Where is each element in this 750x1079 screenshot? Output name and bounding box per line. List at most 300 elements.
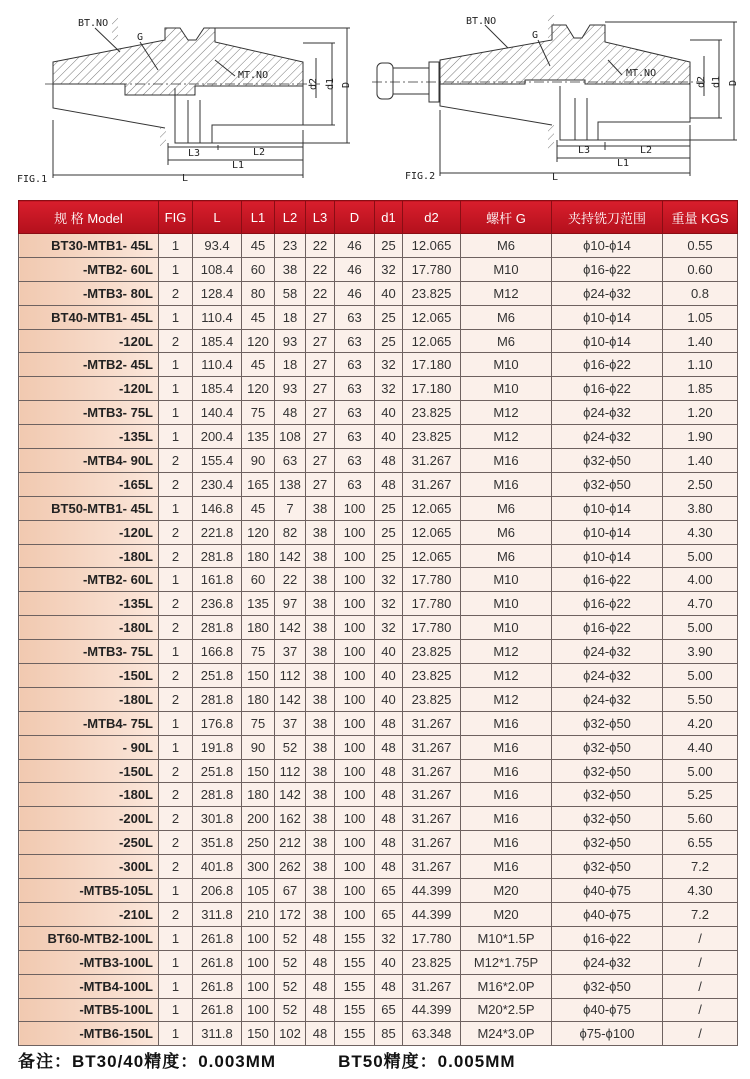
cell-L: 281.8 xyxy=(193,544,242,568)
cell-D: 100 xyxy=(335,568,375,592)
cell-d1: 25 xyxy=(375,329,403,353)
cell-model: -MTB2- 60L xyxy=(19,568,159,592)
cell-clamp-range: ϕ24-ϕ32 xyxy=(552,640,663,664)
cell-model: BT40-MTB1- 45L xyxy=(19,305,159,329)
cell-L3: 22 xyxy=(306,234,335,258)
cell-d2: 12.065 xyxy=(403,496,461,520)
fig1-g-label: G xyxy=(137,32,144,43)
cell-L: 206.8 xyxy=(193,879,242,903)
cell-d2: 17.780 xyxy=(403,257,461,281)
table-row xyxy=(19,257,738,281)
cell-clamp-range: ϕ40-ϕ75 xyxy=(552,902,663,926)
cell-d1: 65 xyxy=(375,902,403,926)
cell-clamp-range: ϕ75-ϕ100 xyxy=(552,1022,663,1046)
cell-clamp-range: ϕ24-ϕ32 xyxy=(552,664,663,688)
cell-screw-g: M12 xyxy=(461,664,552,688)
cell-d1: 65 xyxy=(375,998,403,1022)
fig1-caption: FIG.1 xyxy=(17,174,48,185)
cell-L3: 38 xyxy=(306,664,335,688)
cell-L1: 90 xyxy=(242,449,275,473)
cell-model: -MTB3- 75L xyxy=(19,401,159,425)
cell-L3: 48 xyxy=(306,926,335,950)
cell-L3: 38 xyxy=(306,759,335,783)
cell-model: -MTB5-100L xyxy=(19,998,159,1022)
table-row xyxy=(19,759,738,783)
cell-L1: 180 xyxy=(242,616,275,640)
cell-fig: 2 xyxy=(159,520,193,544)
cell-L1: 300 xyxy=(242,855,275,879)
fig1-bt-no-label: BT.NO xyxy=(78,18,109,29)
cell-clamp-range: ϕ32-ϕ50 xyxy=(552,974,663,998)
cell-screw-g: M10 xyxy=(461,257,552,281)
cell-screw-g: M12 xyxy=(461,281,552,305)
cell-L1: 105 xyxy=(242,879,275,903)
cell-L1: 150 xyxy=(242,759,275,783)
cell-clamp-range: ϕ16-ϕ22 xyxy=(552,377,663,401)
table-row xyxy=(19,520,738,544)
spec-table xyxy=(18,200,738,1046)
cell-L3: 48 xyxy=(306,950,335,974)
cell-weight: 4.70 xyxy=(663,592,738,616)
cell-screw-g: M16 xyxy=(461,449,552,473)
cell-L3: 38 xyxy=(306,520,335,544)
table-row xyxy=(19,831,738,855)
cell-L1: 150 xyxy=(242,1022,275,1046)
cell-d1: 32 xyxy=(375,353,403,377)
cell-L1: 45 xyxy=(242,305,275,329)
cell-D: 155 xyxy=(335,950,375,974)
table-row xyxy=(19,855,738,879)
cell-d1: 32 xyxy=(375,616,403,640)
cell-L: 351.8 xyxy=(193,831,242,855)
cell-fig: 1 xyxy=(159,305,193,329)
cell-L1: 165 xyxy=(242,472,275,496)
cell-weight: 4.40 xyxy=(663,735,738,759)
cell-model: -MTB2- 45L xyxy=(19,353,159,377)
cell-L: 236.8 xyxy=(193,592,242,616)
cell-weight: 5.00 xyxy=(663,759,738,783)
cell-L: 311.8 xyxy=(193,1022,242,1046)
cell-d2: 44.399 xyxy=(403,879,461,903)
table-row xyxy=(19,807,738,831)
cell-L: 261.8 xyxy=(193,926,242,950)
cell-screw-g: M16*2.0P xyxy=(461,974,552,998)
cell-L2: 23 xyxy=(275,234,306,258)
cell-D: 100 xyxy=(335,879,375,903)
fig2-caption: FIG.2 xyxy=(405,171,436,182)
cell-L2: 93 xyxy=(275,329,306,353)
cell-model: BT60-MTB2-100L xyxy=(19,926,159,950)
cell-model: -120L xyxy=(19,377,159,401)
cell-d2: 17.780 xyxy=(403,592,461,616)
cell-weight: 1.40 xyxy=(663,329,738,353)
cell-clamp-range: ϕ24-ϕ32 xyxy=(552,950,663,974)
table-row xyxy=(19,711,738,735)
cell-d2: 23.825 xyxy=(403,425,461,449)
cell-fig: 2 xyxy=(159,855,193,879)
cell-d2: 12.065 xyxy=(403,329,461,353)
cell-weight: 5.00 xyxy=(663,616,738,640)
cell-D: 100 xyxy=(335,496,375,520)
cell-d2: 23.825 xyxy=(403,281,461,305)
cell-fig: 2 xyxy=(159,687,193,711)
table-row xyxy=(19,974,738,998)
cell-L1: 150 xyxy=(242,664,275,688)
cell-L2: 22 xyxy=(275,568,306,592)
cell-L2: 37 xyxy=(275,711,306,735)
cell-model: -180L xyxy=(19,616,159,640)
cell-d1: 40 xyxy=(375,687,403,711)
cell-L3: 38 xyxy=(306,735,335,759)
cell-screw-g: M16 xyxy=(461,759,552,783)
cell-D: 100 xyxy=(335,664,375,688)
cell-D: 63 xyxy=(335,472,375,496)
precision-note xyxy=(18,1047,578,1072)
cell-screw-g: M16 xyxy=(461,711,552,735)
cell-d2: 44.399 xyxy=(403,998,461,1022)
cell-clamp-range: ϕ32-ϕ50 xyxy=(552,711,663,735)
cell-D: 46 xyxy=(335,257,375,281)
cell-L1: 100 xyxy=(242,998,275,1022)
table-row xyxy=(19,902,738,926)
cell-L2: 142 xyxy=(275,687,306,711)
cell-clamp-range: ϕ16-ϕ22 xyxy=(552,616,663,640)
cell-screw-g: M10 xyxy=(461,377,552,401)
cell-L: 261.8 xyxy=(193,998,242,1022)
cell-clamp-range: ϕ32-ϕ50 xyxy=(552,449,663,473)
cell-L3: 27 xyxy=(306,472,335,496)
cell-fig: 2 xyxy=(159,902,193,926)
cell-fig: 1 xyxy=(159,496,193,520)
table-row xyxy=(19,472,738,496)
table-row xyxy=(19,281,738,305)
cell-d1: 40 xyxy=(375,664,403,688)
cell-d2: 12.065 xyxy=(403,520,461,544)
cell-L2: 112 xyxy=(275,759,306,783)
cell-L: 146.8 xyxy=(193,496,242,520)
table-row xyxy=(19,425,738,449)
cell-L2: 37 xyxy=(275,640,306,664)
cell-weight: 7.2 xyxy=(663,902,738,926)
cell-model: BT50-MTB1- 45L xyxy=(19,496,159,520)
cell-d1: 32 xyxy=(375,568,403,592)
cell-L1: 80 xyxy=(242,281,275,305)
cell-fig: 1 xyxy=(159,950,193,974)
cell-model: -MTB3- 80L xyxy=(19,281,159,305)
technical-drawings xyxy=(0,0,750,195)
cell-L2: 18 xyxy=(275,305,306,329)
fig1-L-label: L xyxy=(182,173,189,184)
cell-L3: 48 xyxy=(306,1022,335,1046)
cell-L: 161.8 xyxy=(193,568,242,592)
cell-L3: 38 xyxy=(306,711,335,735)
cell-D: 63 xyxy=(335,329,375,353)
cell-d2: 23.825 xyxy=(403,664,461,688)
cell-L: 251.8 xyxy=(193,664,242,688)
cell-screw-g: M20*2.5P xyxy=(461,998,552,1022)
cell-clamp-range: ϕ24-ϕ32 xyxy=(552,425,663,449)
cell-L1: 200 xyxy=(242,807,275,831)
cell-L: 281.8 xyxy=(193,616,242,640)
table-row xyxy=(19,926,738,950)
table-row xyxy=(19,950,738,974)
cell-model: -135L xyxy=(19,592,159,616)
cell-clamp-range: ϕ10-ϕ14 xyxy=(552,520,663,544)
fig2-L-label: L xyxy=(552,172,559,183)
cell-L1: 45 xyxy=(242,234,275,258)
cell-D: 100 xyxy=(335,711,375,735)
cell-d1: 48 xyxy=(375,759,403,783)
cell-L1: 100 xyxy=(242,926,275,950)
cell-model: -210L xyxy=(19,902,159,926)
fig2-g-label: G xyxy=(532,30,539,41)
cell-model: -MTB4-100L xyxy=(19,974,159,998)
cell-D: 46 xyxy=(335,234,375,258)
cell-D: 63 xyxy=(335,449,375,473)
cell-D: 100 xyxy=(335,807,375,831)
cell-L2: 262 xyxy=(275,855,306,879)
cell-D: 100 xyxy=(335,640,375,664)
cell-D: 100 xyxy=(335,855,375,879)
cell-weight: 1.85 xyxy=(663,377,738,401)
cell-screw-g: M16 xyxy=(461,831,552,855)
cell-L3: 38 xyxy=(306,616,335,640)
cell-weight: 4.20 xyxy=(663,711,738,735)
table-row xyxy=(19,401,738,425)
cell-L1: 75 xyxy=(242,711,275,735)
table-row xyxy=(19,592,738,616)
cell-d2: 17.180 xyxy=(403,353,461,377)
cell-weight: 0.60 xyxy=(663,257,738,281)
cell-L1: 100 xyxy=(242,974,275,998)
cell-L: 301.8 xyxy=(193,807,242,831)
cell-D: 100 xyxy=(335,592,375,616)
cell-fig: 2 xyxy=(159,831,193,855)
table-row xyxy=(19,544,738,568)
cell-d2: 31.267 xyxy=(403,449,461,473)
cell-D: 155 xyxy=(335,974,375,998)
cell-L1: 100 xyxy=(242,950,275,974)
cell-D: 63 xyxy=(335,401,375,425)
cell-screw-g: M10*1.5P xyxy=(461,926,552,950)
cell-weight: 0.55 xyxy=(663,234,738,258)
cell-clamp-range: ϕ16-ϕ22 xyxy=(552,257,663,281)
cell-fig: 1 xyxy=(159,879,193,903)
cell-clamp-range: ϕ32-ϕ50 xyxy=(552,735,663,759)
cell-clamp-range: ϕ10-ϕ14 xyxy=(552,329,663,353)
cell-L3: 38 xyxy=(306,544,335,568)
cell-weight: 4.30 xyxy=(663,879,738,903)
cell-L1: 75 xyxy=(242,401,275,425)
cell-weight: 3.80 xyxy=(663,496,738,520)
cell-screw-g: M24*3.0P xyxy=(461,1022,552,1046)
cell-L: 110.4 xyxy=(193,305,242,329)
cell-D: 100 xyxy=(335,759,375,783)
cell-model: -300L xyxy=(19,855,159,879)
cell-fig: 2 xyxy=(159,759,193,783)
cell-fig: 2 xyxy=(159,592,193,616)
cell-L: 281.8 xyxy=(193,783,242,807)
cell-weight: / xyxy=(663,974,738,998)
cell-L2: 52 xyxy=(275,998,306,1022)
cell-L: 251.8 xyxy=(193,759,242,783)
cell-L: 191.8 xyxy=(193,735,242,759)
cell-clamp-range: ϕ32-ϕ50 xyxy=(552,759,663,783)
table-row xyxy=(19,735,738,759)
cell-model: -MTB4- 75L xyxy=(19,711,159,735)
cell-L2: 212 xyxy=(275,831,306,855)
cell-weight: 1.20 xyxy=(663,401,738,425)
cell-model: -165L xyxy=(19,472,159,496)
cell-weight: / xyxy=(663,950,738,974)
cell-L: 185.4 xyxy=(193,329,242,353)
table-row xyxy=(19,664,738,688)
cell-screw-g: M20 xyxy=(461,902,552,926)
cell-d1: 40 xyxy=(375,950,403,974)
cell-L2: 112 xyxy=(275,664,306,688)
cell-D: 100 xyxy=(335,831,375,855)
cell-screw-g: M16 xyxy=(461,735,552,759)
cell-d1: 40 xyxy=(375,281,403,305)
fig2-L3-label: L3 xyxy=(578,145,591,156)
cell-screw-g: M10 xyxy=(461,353,552,377)
table-row xyxy=(19,783,738,807)
cell-fig: 2 xyxy=(159,281,193,305)
cell-L: 281.8 xyxy=(193,687,242,711)
cell-L: 261.8 xyxy=(193,950,242,974)
cell-screw-g: M6 xyxy=(461,329,552,353)
cell-model: -MTB6-150L xyxy=(19,1022,159,1046)
table-row xyxy=(19,879,738,903)
note-bt50: BT50精度：0.005MM xyxy=(338,1052,516,1071)
cell-weight: 4.30 xyxy=(663,520,738,544)
cell-L3: 22 xyxy=(306,257,335,281)
cell-d2: 31.267 xyxy=(403,783,461,807)
cell-weight: 1.40 xyxy=(663,449,738,473)
cell-weight: 5.25 xyxy=(663,783,738,807)
table-body xyxy=(19,234,738,1046)
cell-fig: 1 xyxy=(159,926,193,950)
cell-L3: 27 xyxy=(306,353,335,377)
cell-L3: 27 xyxy=(306,377,335,401)
cell-D: 63 xyxy=(335,305,375,329)
cell-L1: 135 xyxy=(242,425,275,449)
cell-clamp-range: ϕ40-ϕ75 xyxy=(552,879,663,903)
cell-L: 108.4 xyxy=(193,257,242,281)
cell-model: -150L xyxy=(19,664,159,688)
header-d1: d1 xyxy=(375,201,403,234)
cell-d2: 31.267 xyxy=(403,735,461,759)
cell-model: -180L xyxy=(19,783,159,807)
cell-L3: 22 xyxy=(306,281,335,305)
cell-L1: 180 xyxy=(242,687,275,711)
cell-model: - 90L xyxy=(19,735,159,759)
cell-clamp-range: ϕ32-ϕ50 xyxy=(552,807,663,831)
cell-clamp-range: ϕ10-ϕ14 xyxy=(552,305,663,329)
cell-L1: 180 xyxy=(242,544,275,568)
cell-L3: 38 xyxy=(306,568,335,592)
table-row xyxy=(19,329,738,353)
note-bt30-40: 备注：BT30/40精度：0.003MM xyxy=(18,1052,277,1071)
cell-L1: 250 xyxy=(242,831,275,855)
cell-d1: 32 xyxy=(375,592,403,616)
cell-screw-g: M16 xyxy=(461,472,552,496)
cell-d1: 48 xyxy=(375,807,403,831)
cell-L2: 52 xyxy=(275,735,306,759)
cell-model: -MTB5-105L xyxy=(19,879,159,903)
cell-L: 155.4 xyxy=(193,449,242,473)
cell-clamp-range: ϕ10-ϕ14 xyxy=(552,544,663,568)
cell-d1: 48 xyxy=(375,783,403,807)
cell-clamp-range: ϕ24-ϕ32 xyxy=(552,401,663,425)
cell-fig: 1 xyxy=(159,401,193,425)
table-row xyxy=(19,687,738,711)
header-D: D xyxy=(335,201,375,234)
cell-screw-g: M6 xyxy=(461,544,552,568)
cell-model: -120L xyxy=(19,329,159,353)
cell-L: 401.8 xyxy=(193,855,242,879)
cell-model: -250L xyxy=(19,831,159,855)
table-row xyxy=(19,1022,738,1046)
header-L1: L1 xyxy=(242,201,275,234)
cell-L3: 48 xyxy=(306,998,335,1022)
cell-fig: 1 xyxy=(159,257,193,281)
cell-weight: 2.50 xyxy=(663,472,738,496)
cell-screw-g: M10 xyxy=(461,592,552,616)
cell-weight: 0.8 xyxy=(663,281,738,305)
fig2-bt-no-label: BT.NO xyxy=(466,16,497,27)
cell-screw-g: M12 xyxy=(461,425,552,449)
cell-fig: 2 xyxy=(159,472,193,496)
fig1-d1-label: d1 xyxy=(325,77,336,90)
cell-D: 100 xyxy=(335,544,375,568)
cell-d2: 31.267 xyxy=(403,831,461,855)
cell-clamp-range: ϕ10-ϕ14 xyxy=(552,496,663,520)
header-screw-g: 螺杆 G xyxy=(461,201,552,234)
cell-L1: 45 xyxy=(242,496,275,520)
cell-L1: 180 xyxy=(242,783,275,807)
header-L: L xyxy=(193,201,242,234)
cell-L3: 38 xyxy=(306,783,335,807)
cell-L2: 38 xyxy=(275,257,306,281)
fig1-d2-label: d2 xyxy=(308,77,319,90)
cell-model: -135L xyxy=(19,425,159,449)
cell-L3: 27 xyxy=(306,449,335,473)
cell-d2: 12.065 xyxy=(403,544,461,568)
cell-screw-g: M6 xyxy=(461,520,552,544)
cell-L1: 90 xyxy=(242,735,275,759)
cell-weight: 3.90 xyxy=(663,640,738,664)
cell-d1: 65 xyxy=(375,879,403,903)
cell-screw-g: M10 xyxy=(461,616,552,640)
fig1-D-label: D xyxy=(341,81,352,88)
cell-model: -MTB3- 75L xyxy=(19,640,159,664)
header-model: 规 格 Model xyxy=(19,201,159,234)
cell-d2: 44.399 xyxy=(403,902,461,926)
cell-fig: 1 xyxy=(159,640,193,664)
header-d2: d2 xyxy=(403,201,461,234)
cell-L1: 120 xyxy=(242,329,275,353)
cell-screw-g: M12*1.75P xyxy=(461,950,552,974)
cell-d1: 48 xyxy=(375,711,403,735)
cell-d2: 17.780 xyxy=(403,926,461,950)
cell-L2: 82 xyxy=(275,520,306,544)
cell-weight: 6.55 xyxy=(663,831,738,855)
cell-L3: 38 xyxy=(306,855,335,879)
cell-d2: 31.267 xyxy=(403,807,461,831)
header-clamp-range: 夹持铣刀范围 xyxy=(552,201,663,234)
fig2-mt-no-label: MT.NO xyxy=(626,68,657,79)
